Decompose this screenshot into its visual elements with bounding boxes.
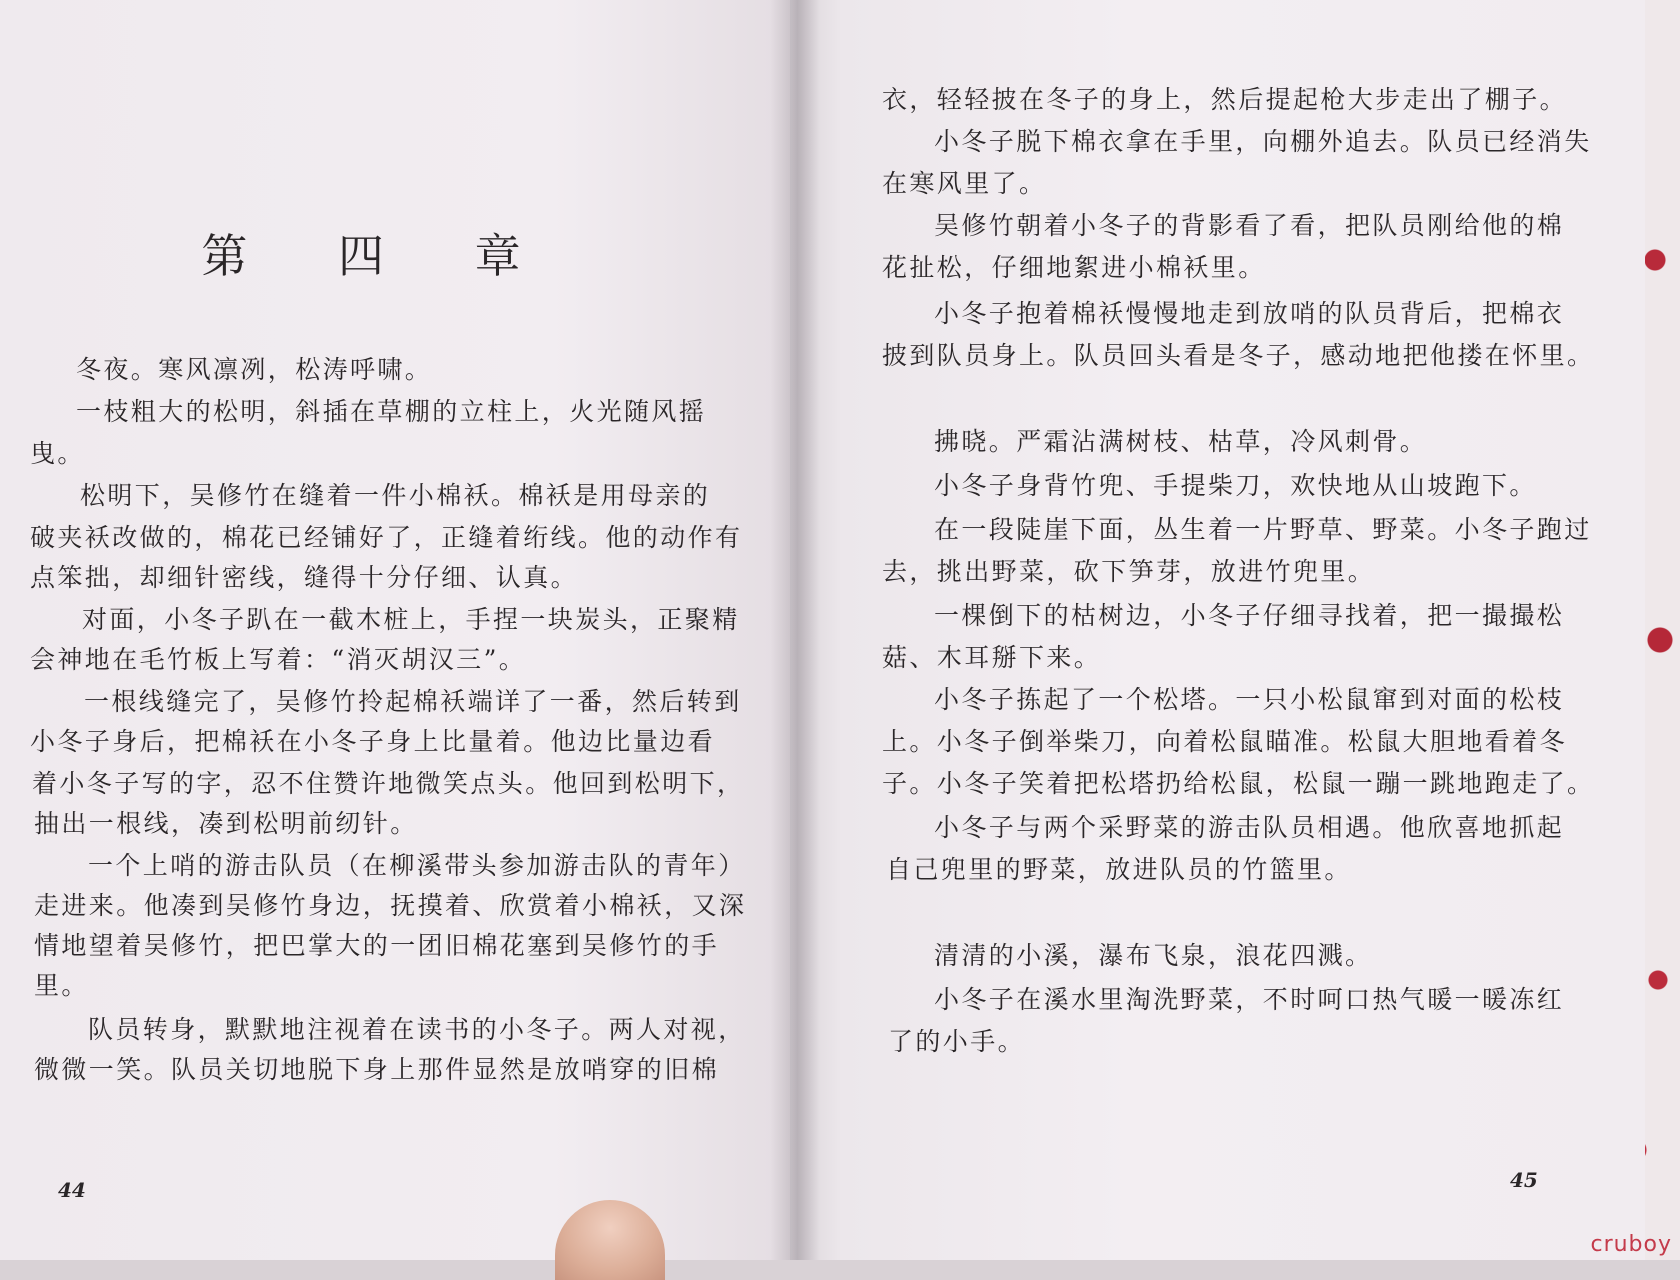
text-line: 去，挑出野菜，砍下笋芽，放进竹兜里。 — [882, 557, 1376, 586]
text-line: 着小冬子写的字，忍不住赞许地微笑点头。他回到松明下， — [32, 769, 745, 798]
text-line: 点笨拙，却细针密线，缝得十分仔细、认真。 — [30, 563, 579, 592]
text-line: 子。小冬子笑着把松塔扔给松鼠，松鼠一蹦一跳地跑走了。 — [882, 769, 1595, 798]
text-line: 对面，小冬子趴在一截木桩上，手捏一块炭头，正聚精 — [82, 605, 740, 634]
right-page — [790, 0, 1645, 1260]
text-line: 清清的小溪，瀑布飞泉，浪花四溅。 — [934, 941, 1373, 970]
text-line: 走进来。他凑到吴修竹身边，抚摸着、欣赏着小棉袄，又深 — [34, 891, 747, 920]
text-line: 披到队员身上。队员回头看是冬子，感动地把他搂在怀里。 — [882, 341, 1595, 370]
text-line: 一个上哨的游击队员（在柳溪带头参加游击队的青年） — [88, 851, 746, 880]
text-line: 菇、木耳掰下来。 — [882, 643, 1102, 672]
left-page — [0, 0, 790, 1260]
text-line: 衣，轻轻披在冬子的身上，然后提起枪大步走出了棚子。 — [882, 85, 1568, 114]
text-line: 花扯松，仔细地絮进小棉袄里。 — [882, 253, 1266, 282]
text-line: 小冬子在溪水里淘洗野菜，不时呵口热气暖一暖冻红 — [934, 985, 1565, 1014]
text-line: 小冬子与两个采野菜的游击队员相遇。他欣喜地抓起 — [934, 813, 1565, 842]
page-number: 44 — [58, 1178, 86, 1202]
text-line: 自己兜里的野菜，放进队员的竹篮里。 — [886, 855, 1352, 884]
text-line: 小冬子抱着棉袄慢慢地走到放哨的队员背后，把棉衣 — [934, 299, 1565, 328]
text-line: 小冬子身背竹兜、手提柴刀，欢快地从山坡跑下。 — [934, 471, 1537, 500]
watermark: cruboy — [1590, 1232, 1672, 1257]
text-line: 一根线缝完了，吴修竹拎起棉袄端详了一番，然后转到 — [84, 687, 742, 716]
text-line: 上。小冬子倒举柴刀，向着松鼠瞄准。松鼠大胆地看着冬 — [882, 727, 1568, 756]
text-line: 拂晓。严霜沾满树枝、枯草，冷风刺骨。 — [934, 427, 1428, 456]
text-line: 在寒风里了。 — [882, 169, 1047, 198]
text-line: 小冬子脱下棉衣拿在手里，向棚外追去。队员已经消失 — [934, 127, 1592, 156]
text-line: 队员转身，默默地注视着在读书的小冬子。两人对视， — [88, 1015, 746, 1044]
text-line: 小冬子身后，把棉袄在小冬子身上比量着。他边比量边看 — [30, 727, 716, 756]
text-line: 一枝粗大的松明，斜插在草棚的立柱上，火光随风摇 — [76, 397, 707, 426]
text-line: 曳。 — [30, 439, 85, 468]
page-number: 45 — [1510, 1168, 1538, 1192]
text-line: 小冬子拣起了一个松塔。一只小松鼠窜到对面的松枝 — [934, 685, 1565, 714]
text-line: 破夹袄改做的，棉花已经铺好了，正缝着绗线。他的动作有 — [30, 523, 743, 552]
chapter-title: 第 四 章 — [201, 229, 559, 283]
book-gutter-shadow — [770, 0, 820, 1260]
text-line: 微微一笑。队员关切地脱下身上那件显然是放哨穿的旧棉 — [34, 1055, 720, 1084]
text-line: 松明下，吴修竹在缝着一件小棉袄。棉袄是用母亲的 — [80, 481, 711, 510]
text-line: 冬夜。寒风凛冽，松涛呼啸。 — [76, 355, 433, 384]
text-line: 里。 — [34, 971, 89, 1000]
text-line: 一棵倒下的枯树边，小冬子仔细寻找着，把一撮撮松 — [934, 601, 1565, 630]
text-line: 吴修竹朝着小冬子的背影看了看，把队员刚给他的棉 — [934, 211, 1565, 240]
text-line: 在一段陡崖下面，丛生着一片野草、野菜。小冬子跑过 — [934, 515, 1592, 544]
text-line: 情地望着吴修竹，把巴掌大的一团旧棉花塞到吴修竹的手 — [34, 931, 720, 960]
text-line: 抽出一根线，凑到松明前纫针。 — [34, 809, 418, 838]
text-line: 了的小手。 — [888, 1027, 1026, 1056]
text-line: 会神地在毛竹板上写着：“消灭胡汉三”。 — [30, 645, 527, 674]
